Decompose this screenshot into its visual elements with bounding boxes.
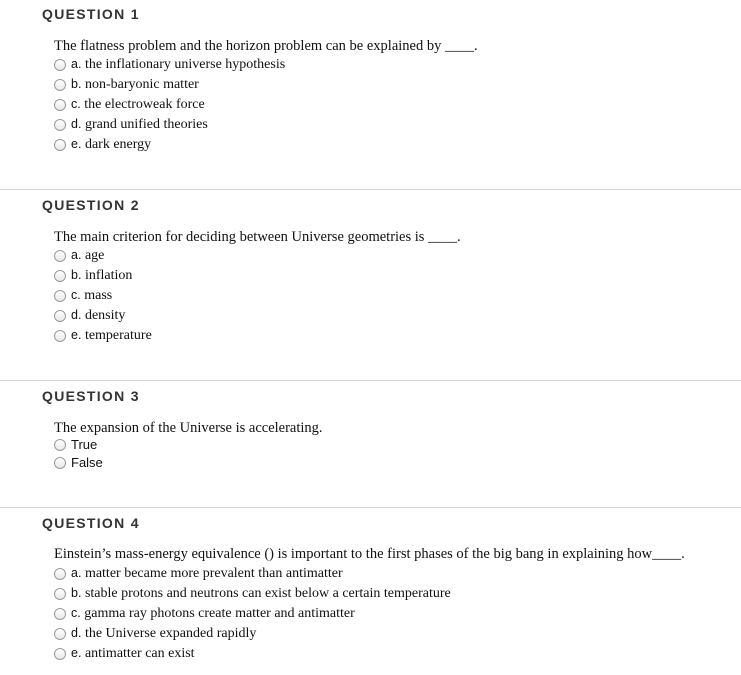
option-e[interactable] — [54, 327, 152, 344]
radio-button[interactable] — [54, 99, 66, 111]
question-text: The flatness problem and the horizon problem can be explained by ____. — [54, 38, 478, 54]
radio-button[interactable] — [54, 250, 66, 262]
option-e[interactable] — [54, 136, 151, 153]
option-label: a. the inflationary universe hypothesis — [71, 56, 286, 72]
radio-button[interactable] — [54, 119, 66, 131]
question-title: QUESTION 1 — [42, 6, 140, 22]
question-text: Einstein’s mass-energy equivalence () is important to the first phases of the big bang in explaining how____. — [54, 546, 685, 562]
radio-button[interactable] — [54, 139, 66, 151]
question-title: QUESTION 2 — [42, 197, 140, 213]
option-label: b. inflation — [71, 267, 133, 283]
question-4-header — [0, 515, 741, 535]
radio-button[interactable] — [54, 457, 66, 469]
option-d[interactable] — [54, 625, 256, 642]
option-label: b. non-baryonic matter — [71, 76, 199, 92]
question-divider — [0, 189, 741, 190]
option-label: e. antimatter can exist — [71, 645, 195, 661]
question-title: QUESTION 3 — [42, 388, 140, 404]
radio-button[interactable] — [54, 608, 66, 620]
option-e[interactable] — [54, 645, 195, 662]
radio-button[interactable] — [54, 568, 66, 580]
option-d[interactable] — [54, 116, 208, 133]
option-a[interactable] — [54, 247, 104, 264]
option-false[interactable] — [54, 454, 103, 471]
option-label: c. mass — [71, 287, 113, 303]
radio-button[interactable] — [54, 310, 66, 322]
option-label: True — [71, 437, 98, 452]
option-d[interactable] — [54, 307, 125, 324]
option-label: d. grand unified theories — [71, 116, 208, 132]
radio-button[interactable] — [54, 439, 66, 451]
question-1-header — [0, 6, 741, 26]
radio-button[interactable] — [54, 270, 66, 282]
option-label: a. matter became more prevalent than antimatter — [71, 565, 343, 581]
option-a[interactable] — [54, 565, 343, 582]
option-label: b. stable protons and neutrons can exist below a certain temperature — [71, 585, 451, 601]
radio-button[interactable] — [54, 588, 66, 600]
option-b[interactable] — [54, 585, 451, 602]
option-label: c. gamma ray photons create matter and antimatter — [71, 605, 355, 621]
radio-button[interactable] — [54, 330, 66, 342]
question-2-header — [0, 197, 741, 217]
option-c[interactable] — [54, 605, 355, 622]
radio-button[interactable] — [54, 290, 66, 302]
question-divider — [0, 380, 741, 381]
option-label: e. temperature — [71, 327, 152, 343]
option-label: False — [71, 455, 103, 470]
question-text: The main criterion for deciding between Universe geometries is ____. — [54, 229, 461, 245]
option-label: d. the Universe expanded rapidly — [71, 625, 257, 641]
option-label: c. the electroweak force — [71, 96, 205, 112]
option-label: d. density — [71, 307, 126, 323]
option-b[interactable] — [54, 267, 132, 284]
radio-button[interactable] — [54, 79, 66, 91]
question-divider — [0, 507, 741, 508]
question-text: The expansion of the Universe is accelerating. — [54, 420, 323, 436]
option-c[interactable] — [54, 287, 112, 304]
option-c[interactable] — [54, 96, 205, 113]
question-3-header — [0, 388, 741, 408]
option-b[interactable] — [54, 76, 199, 93]
question-title: QUESTION 4 — [42, 515, 140, 531]
option-true[interactable] — [54, 436, 97, 453]
radio-button[interactable] — [54, 648, 66, 660]
option-label: e. dark energy — [71, 136, 152, 152]
radio-button[interactable] — [54, 628, 66, 640]
option-a[interactable] — [54, 56, 285, 73]
radio-button[interactable] — [54, 59, 66, 71]
option-label: a. age — [71, 247, 105, 263]
